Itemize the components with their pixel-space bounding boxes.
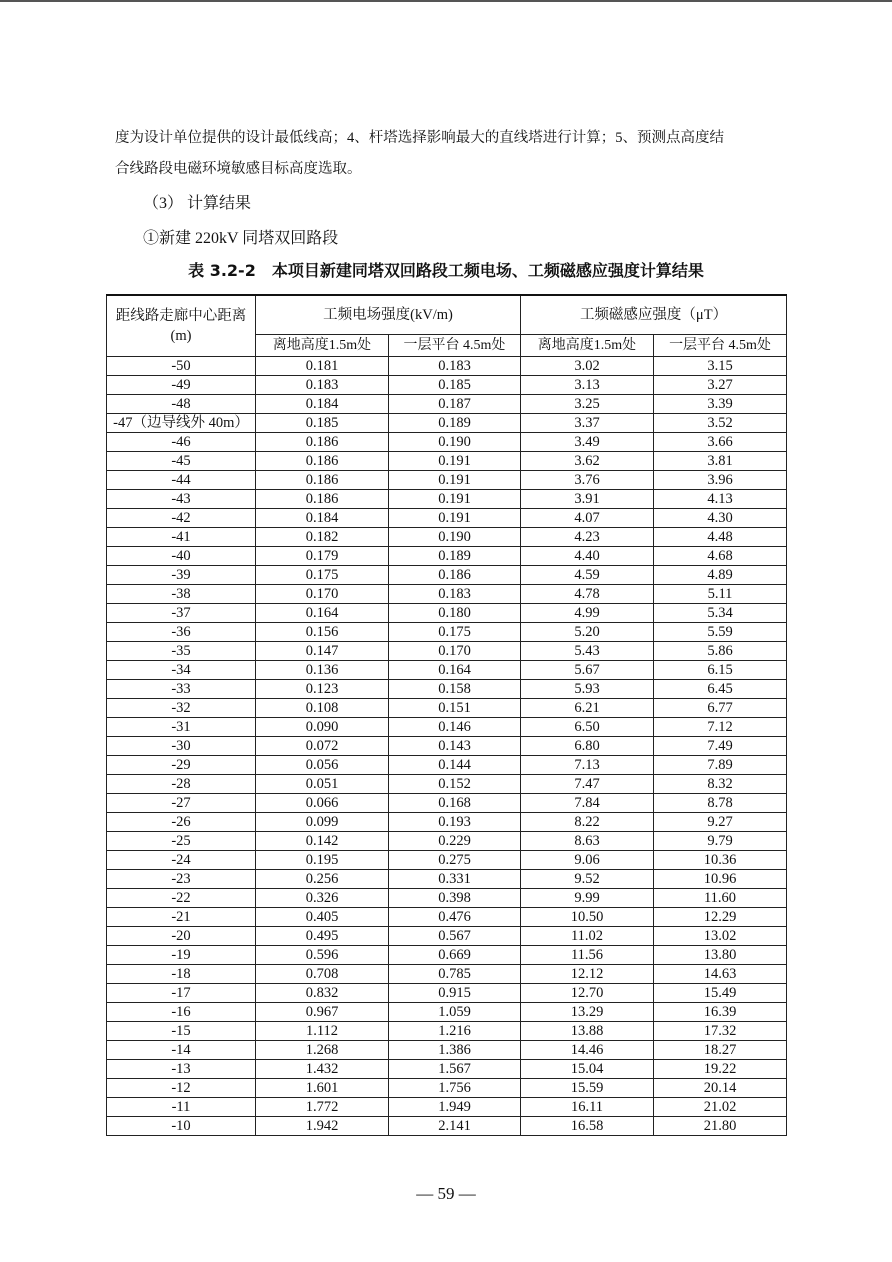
efield-4.5m-cell: 0.143 xyxy=(389,737,521,756)
bfield-1.5m-cell: 11.56 xyxy=(521,946,654,965)
efield-1.5m-cell: 0.170 xyxy=(256,585,389,604)
efield-1.5m-cell: 0.099 xyxy=(256,813,389,832)
efield-4.5m-cell: 0.170 xyxy=(389,642,521,661)
bfield-1.5m-cell: 11.02 xyxy=(521,927,654,946)
efield-4.5m-cell: 0.164 xyxy=(389,661,521,680)
table-row xyxy=(107,946,787,965)
distance-cell: -17 xyxy=(107,984,256,1003)
distance-cell: -45 xyxy=(107,452,256,471)
bfield-1.5m-cell: 15.59 xyxy=(521,1079,654,1098)
header-distance: 距线路走廊中心距离(m) xyxy=(107,295,256,357)
efield-4.5m-cell: 0.168 xyxy=(389,794,521,813)
efield-4.5m-cell: 0.669 xyxy=(389,946,521,965)
bfield-4.5m-cell: 3.27 xyxy=(654,376,787,395)
paragraph-line-1: 度为设计单位提供的设计最低线高；4、杆塔选择影响最大的直线塔进行计算；5、预测点高度结 xyxy=(115,130,724,146)
table-row xyxy=(107,984,787,1003)
bfield-1.5m-cell: 13.88 xyxy=(521,1022,654,1041)
bfield-4.5m-cell: 20.14 xyxy=(654,1079,787,1098)
section-subheading: ①新建 220kV 同塔双回路段 xyxy=(143,230,339,247)
efield-4.5m-cell: 0.183 xyxy=(389,585,521,604)
bfield-4.5m-cell: 3.66 xyxy=(654,433,787,452)
bfield-1.5m-cell: 9.06 xyxy=(521,851,654,870)
bfield-4.5m-cell: 6.45 xyxy=(654,680,787,699)
distance-cell: -48 xyxy=(107,395,256,414)
bfield-1.5m-cell: 4.78 xyxy=(521,585,654,604)
bfield-1.5m-cell: 5.67 xyxy=(521,661,654,680)
table-row xyxy=(107,927,787,946)
efield-1.5m-cell: 0.147 xyxy=(256,642,389,661)
bfield-4.5m-cell: 7.89 xyxy=(654,756,787,775)
efield-4.5m-cell: 0.190 xyxy=(389,433,521,452)
bfield-1.5m-cell: 15.04 xyxy=(521,1060,654,1079)
bfield-4.5m-cell: 18.27 xyxy=(654,1041,787,1060)
efield-1.5m-cell: 0.184 xyxy=(256,395,389,414)
efield-4.5m-cell: 0.185 xyxy=(389,376,521,395)
efield-1.5m-cell: 0.326 xyxy=(256,889,389,908)
bfield-4.5m-cell: 14.63 xyxy=(654,965,787,984)
distance-cell: -43 xyxy=(107,490,256,509)
bfield-4.5m-cell: 19.22 xyxy=(654,1060,787,1079)
efield-4.5m-cell: 0.331 xyxy=(389,870,521,889)
distance-cell: -25 xyxy=(107,832,256,851)
table-row xyxy=(107,813,787,832)
table-row xyxy=(107,680,787,699)
header-efield-h15: 离地高度1.5m处 xyxy=(256,335,389,357)
efield-4.5m-cell: 1.567 xyxy=(389,1060,521,1079)
bfield-1.5m-cell: 4.99 xyxy=(521,604,654,623)
efield-4.5m-cell: 0.398 xyxy=(389,889,521,908)
table-row xyxy=(107,547,787,566)
efield-4.5m-cell: 0.229 xyxy=(389,832,521,851)
bfield-1.5m-cell: 4.40 xyxy=(521,547,654,566)
efield-4.5m-cell: 0.476 xyxy=(389,908,521,927)
efield-1.5m-cell: 0.183 xyxy=(256,376,389,395)
table-row xyxy=(107,1098,787,1117)
efield-1.5m-cell: 1.112 xyxy=(256,1022,389,1041)
distance-cell: -47（边导线外 40m） xyxy=(107,414,256,433)
header-bfield-h15: 离地高度1.5m处 xyxy=(521,335,654,357)
distance-cell: -28 xyxy=(107,775,256,794)
table-row xyxy=(107,357,787,376)
bfield-4.5m-cell: 4.30 xyxy=(654,509,787,528)
table-row xyxy=(107,642,787,661)
table-body xyxy=(107,357,787,1136)
distance-cell: -13 xyxy=(107,1060,256,1079)
distance-cell: -44 xyxy=(107,471,256,490)
efield-1.5m-cell: 0.181 xyxy=(256,357,389,376)
efield-4.5m-cell: 1.756 xyxy=(389,1079,521,1098)
bfield-1.5m-cell: 6.50 xyxy=(521,718,654,737)
efield-4.5m-cell: 0.193 xyxy=(389,813,521,832)
bfield-1.5m-cell: 3.02 xyxy=(521,357,654,376)
distance-cell: -27 xyxy=(107,794,256,813)
bfield-1.5m-cell: 13.29 xyxy=(521,1003,654,1022)
table-row xyxy=(107,832,787,851)
bfield-4.5m-cell: 4.48 xyxy=(654,528,787,547)
efield-1.5m-cell: 0.256 xyxy=(256,870,389,889)
bfield-1.5m-cell: 3.37 xyxy=(521,414,654,433)
efield-4.5m-cell: 0.187 xyxy=(389,395,521,414)
bfield-1.5m-cell: 3.91 xyxy=(521,490,654,509)
efield-1.5m-cell: 0.164 xyxy=(256,604,389,623)
efield-1.5m-cell: 0.967 xyxy=(256,1003,389,1022)
efield-4.5m-cell: 0.785 xyxy=(389,965,521,984)
efield-1.5m-cell: 0.405 xyxy=(256,908,389,927)
table-row xyxy=(107,794,787,813)
distance-cell: -35 xyxy=(107,642,256,661)
efield-4.5m-cell: 0.151 xyxy=(389,699,521,718)
table-caption: 表 3.2-2 本项目新建同塔双回路段工频电场、工频磁感应强度计算结果 xyxy=(188,261,704,280)
bfield-4.5m-cell: 17.32 xyxy=(654,1022,787,1041)
bfield-1.5m-cell: 6.21 xyxy=(521,699,654,718)
efield-1.5m-cell: 0.090 xyxy=(256,718,389,737)
efield-4.5m-cell: 0.567 xyxy=(389,927,521,946)
distance-cell: -36 xyxy=(107,623,256,642)
table-row xyxy=(107,452,787,471)
bfield-4.5m-cell: 5.34 xyxy=(654,604,787,623)
bfield-1.5m-cell: 5.93 xyxy=(521,680,654,699)
efield-4.5m-cell: 0.144 xyxy=(389,756,521,775)
distance-cell: -30 xyxy=(107,737,256,756)
distance-cell: -15 xyxy=(107,1022,256,1041)
bfield-1.5m-cell: 14.46 xyxy=(521,1041,654,1060)
distance-cell: -10 xyxy=(107,1117,256,1136)
efield-4.5m-cell: 1.386 xyxy=(389,1041,521,1060)
efield-4.5m-cell: 1.059 xyxy=(389,1003,521,1022)
bfield-4.5m-cell: 5.59 xyxy=(654,623,787,642)
bfield-4.5m-cell: 10.96 xyxy=(654,870,787,889)
efield-4.5m-cell: 0.191 xyxy=(389,490,521,509)
bfield-4.5m-cell: 16.39 xyxy=(654,1003,787,1022)
bfield-1.5m-cell: 3.76 xyxy=(521,471,654,490)
table-row xyxy=(107,623,787,642)
distance-cell: -39 xyxy=(107,566,256,585)
header-bfield-h45: 一层平台 4.5m处 xyxy=(654,335,787,357)
efield-1.5m-cell: 0.123 xyxy=(256,680,389,699)
bfield-4.5m-cell: 11.60 xyxy=(654,889,787,908)
efield-1.5m-cell: 0.142 xyxy=(256,832,389,851)
efield-4.5m-cell: 0.275 xyxy=(389,851,521,870)
efield-4.5m-cell: 0.189 xyxy=(389,414,521,433)
table-row xyxy=(107,1022,787,1041)
bfield-4.5m-cell: 3.39 xyxy=(654,395,787,414)
bfield-4.5m-cell: 5.86 xyxy=(654,642,787,661)
efield-4.5m-cell: 0.190 xyxy=(389,528,521,547)
table-row xyxy=(107,1060,787,1079)
distance-cell: -19 xyxy=(107,946,256,965)
bfield-4.5m-cell: 10.36 xyxy=(654,851,787,870)
table-row xyxy=(107,604,787,623)
table-row xyxy=(107,471,787,490)
distance-cell: -22 xyxy=(107,889,256,908)
table-row xyxy=(107,775,787,794)
bfield-4.5m-cell: 3.96 xyxy=(654,471,787,490)
efield-4.5m-cell: 0.175 xyxy=(389,623,521,642)
table-row xyxy=(107,699,787,718)
bfield-1.5m-cell: 10.50 xyxy=(521,908,654,927)
bfield-1.5m-cell: 16.58 xyxy=(521,1117,654,1136)
distance-cell: -42 xyxy=(107,509,256,528)
efield-1.5m-cell: 0.186 xyxy=(256,452,389,471)
distance-cell: -32 xyxy=(107,699,256,718)
bfield-1.5m-cell: 7.84 xyxy=(521,794,654,813)
table-row xyxy=(107,965,787,984)
efield-4.5m-cell: 0.158 xyxy=(389,680,521,699)
efield-1.5m-cell: 1.432 xyxy=(256,1060,389,1079)
efield-1.5m-cell: 0.136 xyxy=(256,661,389,680)
bfield-4.5m-cell: 12.29 xyxy=(654,908,787,927)
table-row xyxy=(107,509,787,528)
bfield-4.5m-cell: 4.68 xyxy=(654,547,787,566)
distance-cell: -18 xyxy=(107,965,256,984)
efield-1.5m-cell: 0.051 xyxy=(256,775,389,794)
bfield-1.5m-cell: 5.43 xyxy=(521,642,654,661)
table-row xyxy=(107,1079,787,1098)
bfield-1.5m-cell: 9.52 xyxy=(521,870,654,889)
bfield-4.5m-cell: 13.80 xyxy=(654,946,787,965)
distance-cell: -24 xyxy=(107,851,256,870)
paragraph-line-2: 合线路段电磁环境敏感目标高度选取。 xyxy=(115,161,362,177)
page-top-border xyxy=(0,0,892,2)
table-row xyxy=(107,566,787,585)
header-efield: 工频电场强度(kV/m) xyxy=(256,295,521,335)
bfield-4.5m-cell: 3.52 xyxy=(654,414,787,433)
table-row xyxy=(107,908,787,927)
bfield-4.5m-cell: 21.80 xyxy=(654,1117,787,1136)
bfield-4.5m-cell: 6.77 xyxy=(654,699,787,718)
section-heading: （3） 计算结果 xyxy=(143,195,252,212)
page-number: — 59 — xyxy=(416,1184,476,1203)
distance-cell: -46 xyxy=(107,433,256,452)
efield-1.5m-cell: 0.186 xyxy=(256,433,389,452)
distance-cell: -23 xyxy=(107,870,256,889)
distance-cell: -33 xyxy=(107,680,256,699)
distance-cell: -50 xyxy=(107,357,256,376)
distance-cell: -11 xyxy=(107,1098,256,1117)
bfield-1.5m-cell: 4.07 xyxy=(521,509,654,528)
table-row xyxy=(107,718,787,737)
bfield-1.5m-cell: 3.49 xyxy=(521,433,654,452)
table-row xyxy=(107,376,787,395)
bfield-4.5m-cell: 21.02 xyxy=(654,1098,787,1117)
bfield-4.5m-cell: 9.79 xyxy=(654,832,787,851)
table-row xyxy=(107,737,787,756)
bfield-1.5m-cell: 4.23 xyxy=(521,528,654,547)
bfield-4.5m-cell: 4.89 xyxy=(654,566,787,585)
distance-cell: -34 xyxy=(107,661,256,680)
bfield-1.5m-cell: 8.22 xyxy=(521,813,654,832)
efield-1.5m-cell: 0.072 xyxy=(256,737,389,756)
results-table xyxy=(106,294,787,1136)
distance-cell: -14 xyxy=(107,1041,256,1060)
efield-4.5m-cell: 0.186 xyxy=(389,566,521,585)
efield-1.5m-cell: 0.708 xyxy=(256,965,389,984)
efield-4.5m-cell: 0.180 xyxy=(389,604,521,623)
efield-1.5m-cell: 0.066 xyxy=(256,794,389,813)
bfield-1.5m-cell: 8.63 xyxy=(521,832,654,851)
efield-1.5m-cell: 0.832 xyxy=(256,984,389,1003)
efield-1.5m-cell: 0.175 xyxy=(256,566,389,585)
bfield-4.5m-cell: 3.81 xyxy=(654,452,787,471)
distance-cell: -29 xyxy=(107,756,256,775)
table-row xyxy=(107,1003,787,1022)
bfield-1.5m-cell: 16.11 xyxy=(521,1098,654,1117)
efield-1.5m-cell: 1.601 xyxy=(256,1079,389,1098)
bfield-4.5m-cell: 4.13 xyxy=(654,490,787,509)
efield-1.5m-cell: 0.179 xyxy=(256,547,389,566)
efield-1.5m-cell: 0.156 xyxy=(256,623,389,642)
efield-1.5m-cell: 0.056 xyxy=(256,756,389,775)
table-row xyxy=(107,870,787,889)
distance-cell: -31 xyxy=(107,718,256,737)
efield-1.5m-cell: 0.184 xyxy=(256,509,389,528)
table-row xyxy=(107,395,787,414)
bfield-4.5m-cell: 13.02 xyxy=(654,927,787,946)
efield-4.5m-cell: 0.915 xyxy=(389,984,521,1003)
efield-4.5m-cell: 0.191 xyxy=(389,471,521,490)
distance-cell: -20 xyxy=(107,927,256,946)
bfield-1.5m-cell: 3.25 xyxy=(521,395,654,414)
bfield-1.5m-cell: 12.12 xyxy=(521,965,654,984)
bfield-4.5m-cell: 6.15 xyxy=(654,661,787,680)
efield-1.5m-cell: 0.186 xyxy=(256,471,389,490)
efield-1.5m-cell: 0.195 xyxy=(256,851,389,870)
bfield-1.5m-cell: 5.20 xyxy=(521,623,654,642)
distance-cell: -49 xyxy=(107,376,256,395)
bfield-1.5m-cell: 3.62 xyxy=(521,452,654,471)
bfield-1.5m-cell: 6.80 xyxy=(521,737,654,756)
table-row xyxy=(107,585,787,604)
bfield-4.5m-cell: 8.32 xyxy=(654,775,787,794)
distance-cell: -21 xyxy=(107,908,256,927)
efield-4.5m-cell: 1.949 xyxy=(389,1098,521,1117)
bfield-4.5m-cell: 3.15 xyxy=(654,357,787,376)
efield-4.5m-cell: 0.146 xyxy=(389,718,521,737)
distance-cell: -38 xyxy=(107,585,256,604)
efield-4.5m-cell: 0.152 xyxy=(389,775,521,794)
bfield-1.5m-cell: 12.70 xyxy=(521,984,654,1003)
efield-4.5m-cell: 0.191 xyxy=(389,509,521,528)
bfield-4.5m-cell: 7.12 xyxy=(654,718,787,737)
efield-1.5m-cell: 0.108 xyxy=(256,699,389,718)
bfield-4.5m-cell: 5.11 xyxy=(654,585,787,604)
table-row xyxy=(107,528,787,547)
table-row xyxy=(107,490,787,509)
efield-4.5m-cell: 1.216 xyxy=(389,1022,521,1041)
bfield-1.5m-cell: 7.13 xyxy=(521,756,654,775)
efield-1.5m-cell: 0.182 xyxy=(256,528,389,547)
efield-1.5m-cell: 1.942 xyxy=(256,1117,389,1136)
header-bfield: 工频磁感应强度（μT） xyxy=(521,295,787,335)
bfield-1.5m-cell: 7.47 xyxy=(521,775,654,794)
distance-cell: -12 xyxy=(107,1079,256,1098)
bfield-4.5m-cell: 15.49 xyxy=(654,984,787,1003)
bfield-1.5m-cell: 9.99 xyxy=(521,889,654,908)
distance-cell: -40 xyxy=(107,547,256,566)
table-row xyxy=(107,851,787,870)
bfield-4.5m-cell: 9.27 xyxy=(654,813,787,832)
distance-cell: -26 xyxy=(107,813,256,832)
bfield-4.5m-cell: 8.78 xyxy=(654,794,787,813)
efield-1.5m-cell: 0.186 xyxy=(256,490,389,509)
table-row xyxy=(107,414,787,433)
efield-4.5m-cell: 0.191 xyxy=(389,452,521,471)
efield-4.5m-cell: 2.141 xyxy=(389,1117,521,1136)
distance-cell: -16 xyxy=(107,1003,256,1022)
efield-1.5m-cell: 0.185 xyxy=(256,414,389,433)
bfield-4.5m-cell: 7.49 xyxy=(654,737,787,756)
bfield-1.5m-cell: 4.59 xyxy=(521,566,654,585)
distance-cell: -37 xyxy=(107,604,256,623)
table-row xyxy=(107,661,787,680)
efield-1.5m-cell: 1.268 xyxy=(256,1041,389,1060)
efield-4.5m-cell: 0.183 xyxy=(389,357,521,376)
efield-1.5m-cell: 1.772 xyxy=(256,1098,389,1117)
table-row xyxy=(107,756,787,775)
table-row xyxy=(107,433,787,452)
table-row xyxy=(107,1117,787,1136)
table-row xyxy=(107,1041,787,1060)
efield-1.5m-cell: 0.495 xyxy=(256,927,389,946)
bfield-1.5m-cell: 3.13 xyxy=(521,376,654,395)
distance-cell: -41 xyxy=(107,528,256,547)
efield-1.5m-cell: 0.596 xyxy=(256,946,389,965)
table-row xyxy=(107,889,787,908)
header-efield-h45: 一层平台 4.5m处 xyxy=(389,335,521,357)
efield-4.5m-cell: 0.189 xyxy=(389,547,521,566)
